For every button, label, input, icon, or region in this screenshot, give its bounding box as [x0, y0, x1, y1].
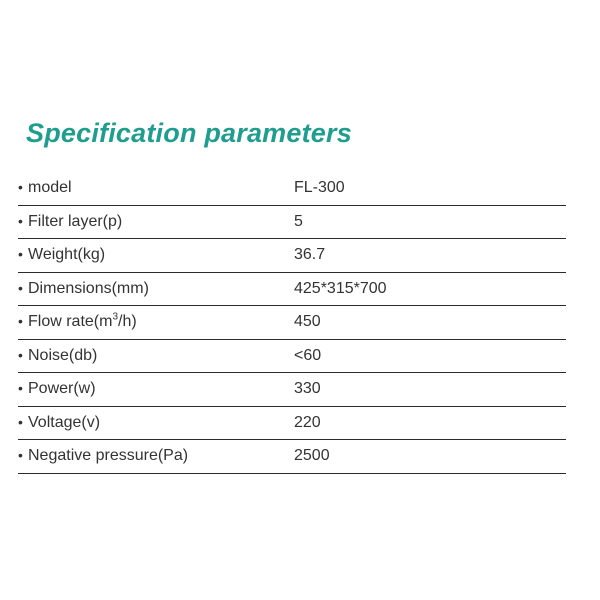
spec-label: [18, 380, 96, 398]
spec-row-model: [18, 172, 566, 206]
bullet-icon: •: [18, 313, 23, 329]
bullet-icon: •: [18, 212, 23, 229]
bullet-icon: •: [18, 179, 23, 195]
spec-label-text: Filter layer(p): [28, 212, 123, 230]
spec-row-filter-layer: [18, 206, 566, 240]
spec-label: [18, 313, 137, 331]
spec-label: [18, 347, 97, 365]
spec-row-weight: [18, 239, 566, 273]
spec-label-text: Noise(db): [28, 346, 98, 364]
spec-label: [18, 414, 100, 432]
bullet-icon: •: [18, 413, 23, 430]
spec-table: [18, 172, 566, 474]
spec-value: 425*315*700: [294, 279, 387, 297]
page-title: Specification parameters: [26, 118, 352, 148]
spec-label-text: model: [28, 179, 72, 196]
spec-label-text: Negative pressure(Pa): [28, 447, 189, 464]
spec-row-noise: [18, 340, 566, 374]
spec-label: [18, 179, 72, 197]
spec-value: 220: [294, 413, 321, 431]
spec-value: FL-300: [294, 179, 345, 196]
spec-value: 2500: [294, 447, 330, 464]
spec-row-negative-pressure: [18, 440, 566, 474]
spec-label: [18, 280, 149, 298]
spec-row-dimensions: [18, 273, 566, 307]
spec-label: [18, 246, 105, 264]
spec-value: 450: [294, 313, 321, 330]
superscript: 3: [112, 311, 119, 323]
spec-value: 330: [294, 380, 321, 397]
bullet-icon: •: [18, 380, 23, 396]
bullet-icon: •: [18, 279, 23, 296]
spec-label-text: Voltage(v): [28, 413, 101, 431]
bullet-icon: •: [18, 447, 23, 463]
bullet-icon: •: [18, 246, 23, 262]
spec-row-power: [18, 373, 566, 407]
spec-label-text: Weight(kg): [28, 246, 106, 263]
spec-label: [18, 213, 122, 231]
bullet-icon: •: [18, 346, 23, 363]
spec-row-voltage: [18, 407, 566, 441]
spec-label-text: Flow rate(m: [28, 313, 113, 330]
spec-row-flow-rate: [18, 306, 566, 340]
spec-label-text: Dimensions(mm): [28, 279, 149, 297]
spec-value: 5: [294, 212, 303, 230]
spec-value: 36.7: [294, 246, 326, 263]
spec-value: <60: [294, 346, 322, 364]
spec-label-text: Power(w): [28, 380, 96, 397]
spec-label: [18, 447, 188, 465]
spec-label-text: /h): [118, 313, 137, 330]
